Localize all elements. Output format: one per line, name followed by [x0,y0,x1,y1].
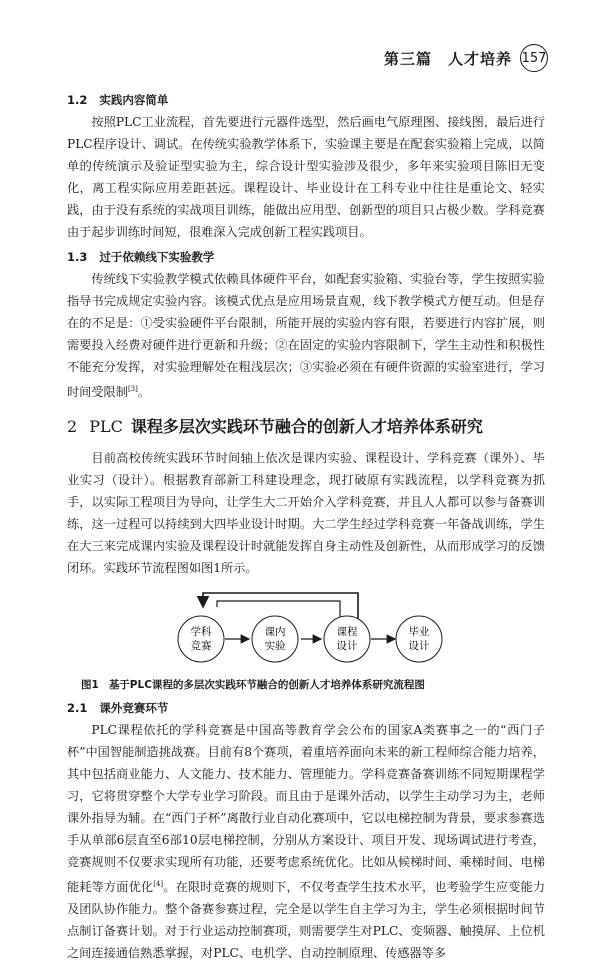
node-label: 课内 [264,626,286,639]
node-label: 学科 [190,626,212,639]
node-label: 设计 [408,640,430,653]
node-competition [178,616,224,662]
section-heading [67,92,545,108]
section-number: 2.1 [67,701,88,716]
figure-number: 图1 [81,679,99,692]
citation: [4] [153,880,164,889]
section-1-3 [67,249,545,403]
chapter-prefix: PLC [89,417,123,437]
section-paragraph [67,719,545,964]
node-label: 实验 [264,640,286,653]
chapter-title: 课程多层次实践环节融合的创新人才培养体系研究 [130,417,483,437]
node-label: 毕业 [408,626,430,639]
section-paragraph: 按照PLC工业流程，首先要进行元器件选型，然后画电气原理图、接线图，最后进行PLC程序设计、调试。在传统实验教学体系下，实验课主要是在配套实验箱上完成，以简单的传统演示及验证型实验为主，综合设计型实验涉及很少，多年来实验项目陈旧无变化，离工程实际应用差距甚远。课程设计、毕业设计在工科专业中往往是重论文、轻实践，由于没有系统的实战项目训练，能做出应用型、创新型的项目只占极少数。学科竞赛由于起步训练时间短，很难深入完成创新工程实践项目。 [67,115,545,239]
section-1-2 [67,92,545,243]
paragraph-text: 传统线下实验教学模式依赖具体硬件平台，如配套实验箱、实验台等，学生按照实验指导书完成规定实验内容。该模式优点是应用场景直观，线下教学模式方便互动。但是存在的不足是：①受实验硬件平台限制，所能开展的实验内容有限，若要进行内容扩展，则需要投入经费对硬件进行更新和升级；②在固定的实验内容限制下，学生主动性和积极性不能充分发挥，对实验理解处在粗浅层次；③实验必须在有硬件资源的实验室进行，学习时间受限制 [67,272,545,400]
node-label: 设计 [336,640,358,653]
paragraph-tail: 。 [137,385,151,400]
flow-diagram [67,587,545,673]
running-header-title: 第三篇 人才培养 [383,49,512,68]
page-number: 157 [520,44,548,72]
chapter-paragraph: 目前高校传统实践环节时间轴上依次是课内实验、课程设计、学科竞赛（课外）、毕业实习（设计）。根据教育部新工科建设理念，现打破原有实践流程，以学科竞赛为抓手，以实际工程项目为导向，让学生大二开始介入学科竞赛，并且人人都可以参与备赛训练，这一过程可以持续到大四毕业设计时期。大二学生经过学科竞赛一年备战训练，学生在大三来完成课内实验及课程设计时就能发挥自身主动性及创新性，从而形成学习的反馈闭环。实践环节流程图如图1所示。 [67,451,545,576]
section-2-1 [67,700,545,964]
figure-caption [67,677,545,692]
node-thesis [396,616,442,662]
flow-diagram-svg [67,587,545,673]
node-lab [252,616,298,662]
paragraph-text: PLC课程依托的学科竞赛是中国高等教育学会公布的国家A类赛事之一的“西门子杯”中国智能制造挑战赛。目前有8个赛项，着重培养面向未来的新工程师综合能力培养，其中包括商业能力、人文能力、技术能力、管理能力。学科竞赛备赛训练不同短期课程学习，它将贯穿整个大学专业学习阶段。而且由于是课外活动，以学生主动学习为主，老师课外指导为辅。在“西门子杯”离散行业自动化赛项中，它以电梯控制为背景，要求参赛选手从单部6层直至6部10层电梯控制，分别从方案设计、项目开发、现场调试进行考查，竞赛规则不仅要求实现所有功能，还要考虑系统优化。比如从候梯时间、乘梯时间、电梯能耗等方面优化 [67,723,545,895]
node-label: 课程 [336,626,358,639]
section-heading [67,249,545,265]
section-title: 实践内容简单 [99,93,169,107]
node-course-design [324,616,370,662]
section-title: 课外竞赛环节 [99,701,169,716]
section-paragraph [67,268,545,403]
section-number: 1.3 [67,250,88,264]
chapter-heading [67,415,545,439]
figure-caption-text: 基于PLC课程的多层次实践环节融合的创新人才培养体系研究流程图 [108,679,425,692]
node-label: 竞赛 [190,640,212,653]
page-header [384,44,548,72]
paragraph-text: 。在限时竞赛的规则下，不仅考查学生技术水平，也考验学生应变能力及团队协作能力。整个备赛参赛过程，完全是以学生自主学习为主，学生必须根据时间节点制订备赛计划。对于行业运动控制赛项，则需要学生对PLC、变频器、触摸屏、上位机之间连接通信熟悉掌握，对PLC、电机学、自动控制原理、传感器等多 [67,880,546,961]
page-body [67,92,545,970]
section-title: 过于依赖线下实验教学 [99,250,215,264]
chapter-number: 2 [67,417,78,437]
citation: [3] [127,385,138,393]
section-number: 1.2 [67,93,88,107]
section-heading [67,700,545,716]
